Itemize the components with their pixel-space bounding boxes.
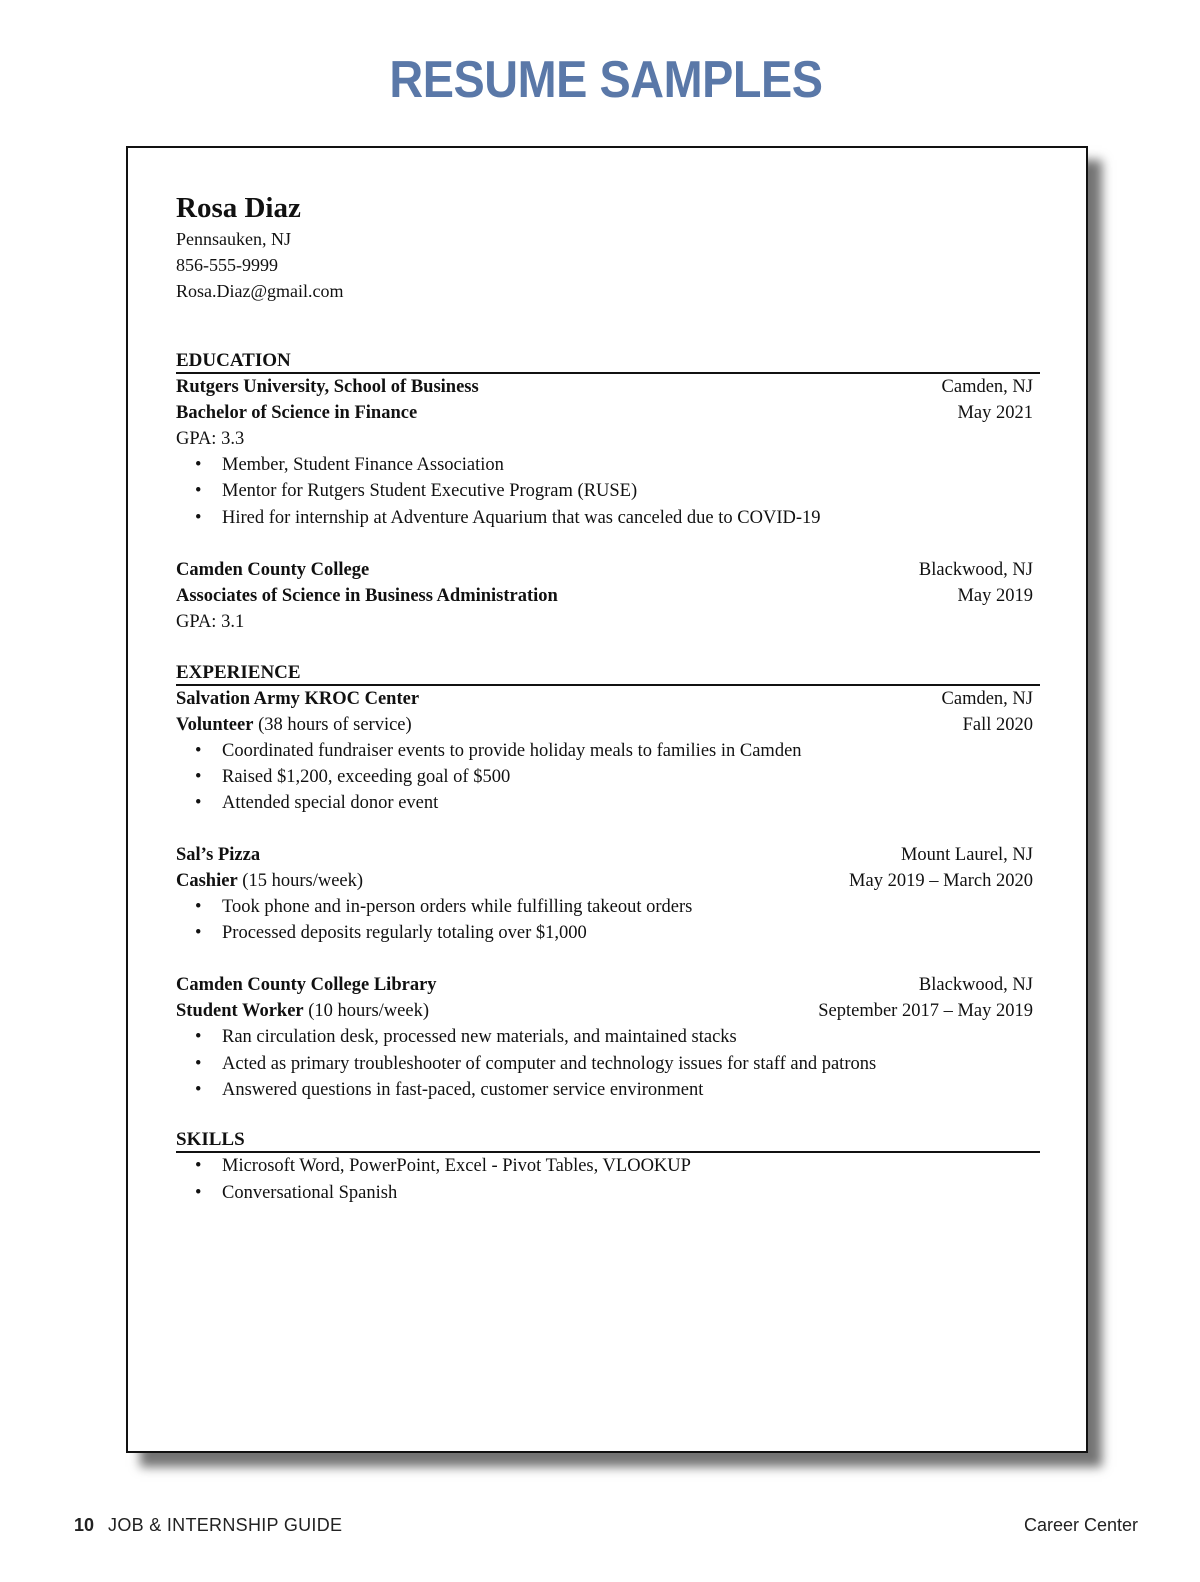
degree-date: May 2019 <box>957 585 1033 606</box>
role-detail: (10 hours/week) <box>303 1001 429 1022</box>
role-detail: (15 hours/week) <box>237 870 364 891</box>
bullet-list <box>176 452 1040 531</box>
experience-entry-kroc <box>176 686 1040 817</box>
education-entry-rutgers <box>176 374 1040 531</box>
job-date: September 2017 – May 2019 <box>818 1001 1033 1022</box>
job-location: Mount Laurel, NJ <box>900 844 1033 865</box>
list-item: • Attended special donor event <box>176 790 1040 816</box>
role-row <box>176 712 1040 738</box>
degree-row <box>176 400 1040 426</box>
bullet-list <box>176 1024 1040 1103</box>
list-item: • Member, Student Finance Association <box>176 452 1040 478</box>
footer-right: Career Center <box>1023 1515 1138 1535</box>
school-name: Rutgers University, School of Business <box>176 377 479 397</box>
list-item: • Conversational Spanish <box>176 1180 1040 1206</box>
job-date: May 2019 – March 2020 <box>849 870 1033 891</box>
experience-row <box>176 686 1040 712</box>
bullet-list <box>176 894 1040 947</box>
role-title: Student Worker <box>176 1001 304 1022</box>
education-heading: EDUCATION <box>176 350 1040 374</box>
education-row <box>176 557 1040 583</box>
experience-row <box>176 842 1040 868</box>
role-row <box>176 868 1040 894</box>
resume-content <box>176 188 1040 1206</box>
education-row <box>176 374 1040 400</box>
role-title: Cashier <box>176 870 238 891</box>
degree-name: Associates of Science in Business Administration <box>176 585 558 606</box>
gpa: GPA: 3.3 <box>176 429 245 449</box>
organization-name: Sal’s Pizza <box>176 844 261 865</box>
organization-name: Camden County College Library <box>176 975 437 996</box>
degree-date: May 2021 <box>957 403 1033 423</box>
experience-entry-sals-pizza <box>176 842 1040 947</box>
list-item: • Coordinated fundraiser events to provide holiday meals to families in Camden <box>176 738 1040 764</box>
contact-phone: 856-555-9999 <box>176 255 278 275</box>
degree-name: Bachelor of Science in Finance <box>176 403 418 423</box>
gpa: GPA: 3.1 <box>176 611 245 632</box>
list-item: • Processed deposits regularly totaling over $1,000 <box>176 920 1040 946</box>
contact-email: Rosa.Diaz@gmail.com <box>176 281 344 301</box>
job-location: Blackwood, NJ <box>918 975 1033 996</box>
school-location: Blackwood, NJ <box>918 559 1033 580</box>
role-title: Volunteer <box>176 714 254 735</box>
role-row <box>176 998 1040 1024</box>
list-item: • Raised $1,200, exceeding goal of $500 <box>176 764 1040 790</box>
contact-location: Pennsauken, NJ <box>176 229 291 249</box>
page-title: RESUME SAMPLES <box>389 51 823 109</box>
list-item: • Answered questions in fast-paced, customer service environment <box>176 1077 1040 1103</box>
role-detail: (38 hours of service) <box>253 714 412 735</box>
organization-name: Salvation Army KROC Center <box>176 688 420 709</box>
job-date: Fall 2020 <box>962 714 1033 735</box>
guide-title: JOB & INTERNSHIP GUIDE <box>108 1515 343 1535</box>
list-item: • Mentor for Rutgers Student Executive Program (RUSE) <box>176 478 1040 504</box>
resume-name: Rosa Diaz <box>176 192 301 224</box>
experience-heading: EXPERIENCE <box>176 662 1040 686</box>
list-item: • Microsoft Word, PowerPoint, Excel - Pivot Tables, VLOOKUP <box>176 1153 1040 1179</box>
experience-row <box>176 972 1040 998</box>
education-entry-ccc <box>176 557 1040 635</box>
resume-sheet <box>126 146 1088 1453</box>
footer-left <box>74 1515 342 1536</box>
skills-list <box>176 1153 1040 1206</box>
bullet-list <box>176 738 1040 817</box>
list-item: • Hired for internship at Adventure Aquarium that was canceled due to COVID-19 <box>176 505 1040 531</box>
job-location: Camden, NJ <box>941 688 1033 709</box>
list-item: • Took phone and in-person orders while fulfilling takeout orders <box>176 894 1040 920</box>
school-location: Camden, NJ <box>941 377 1033 397</box>
school-name: Camden County College <box>176 559 370 580</box>
degree-row <box>176 583 1040 609</box>
page-number: 10 <box>74 1515 95 1535</box>
list-item: • Ran circulation desk, processed new materials, and maintained stacks <box>176 1024 1040 1050</box>
experience-entry-library <box>176 972 1040 1103</box>
list-item: • Acted as primary troubleshooter of computer and technology issues for staff and patrons <box>176 1051 1040 1077</box>
skills-heading: SKILLS <box>176 1129 1040 1153</box>
